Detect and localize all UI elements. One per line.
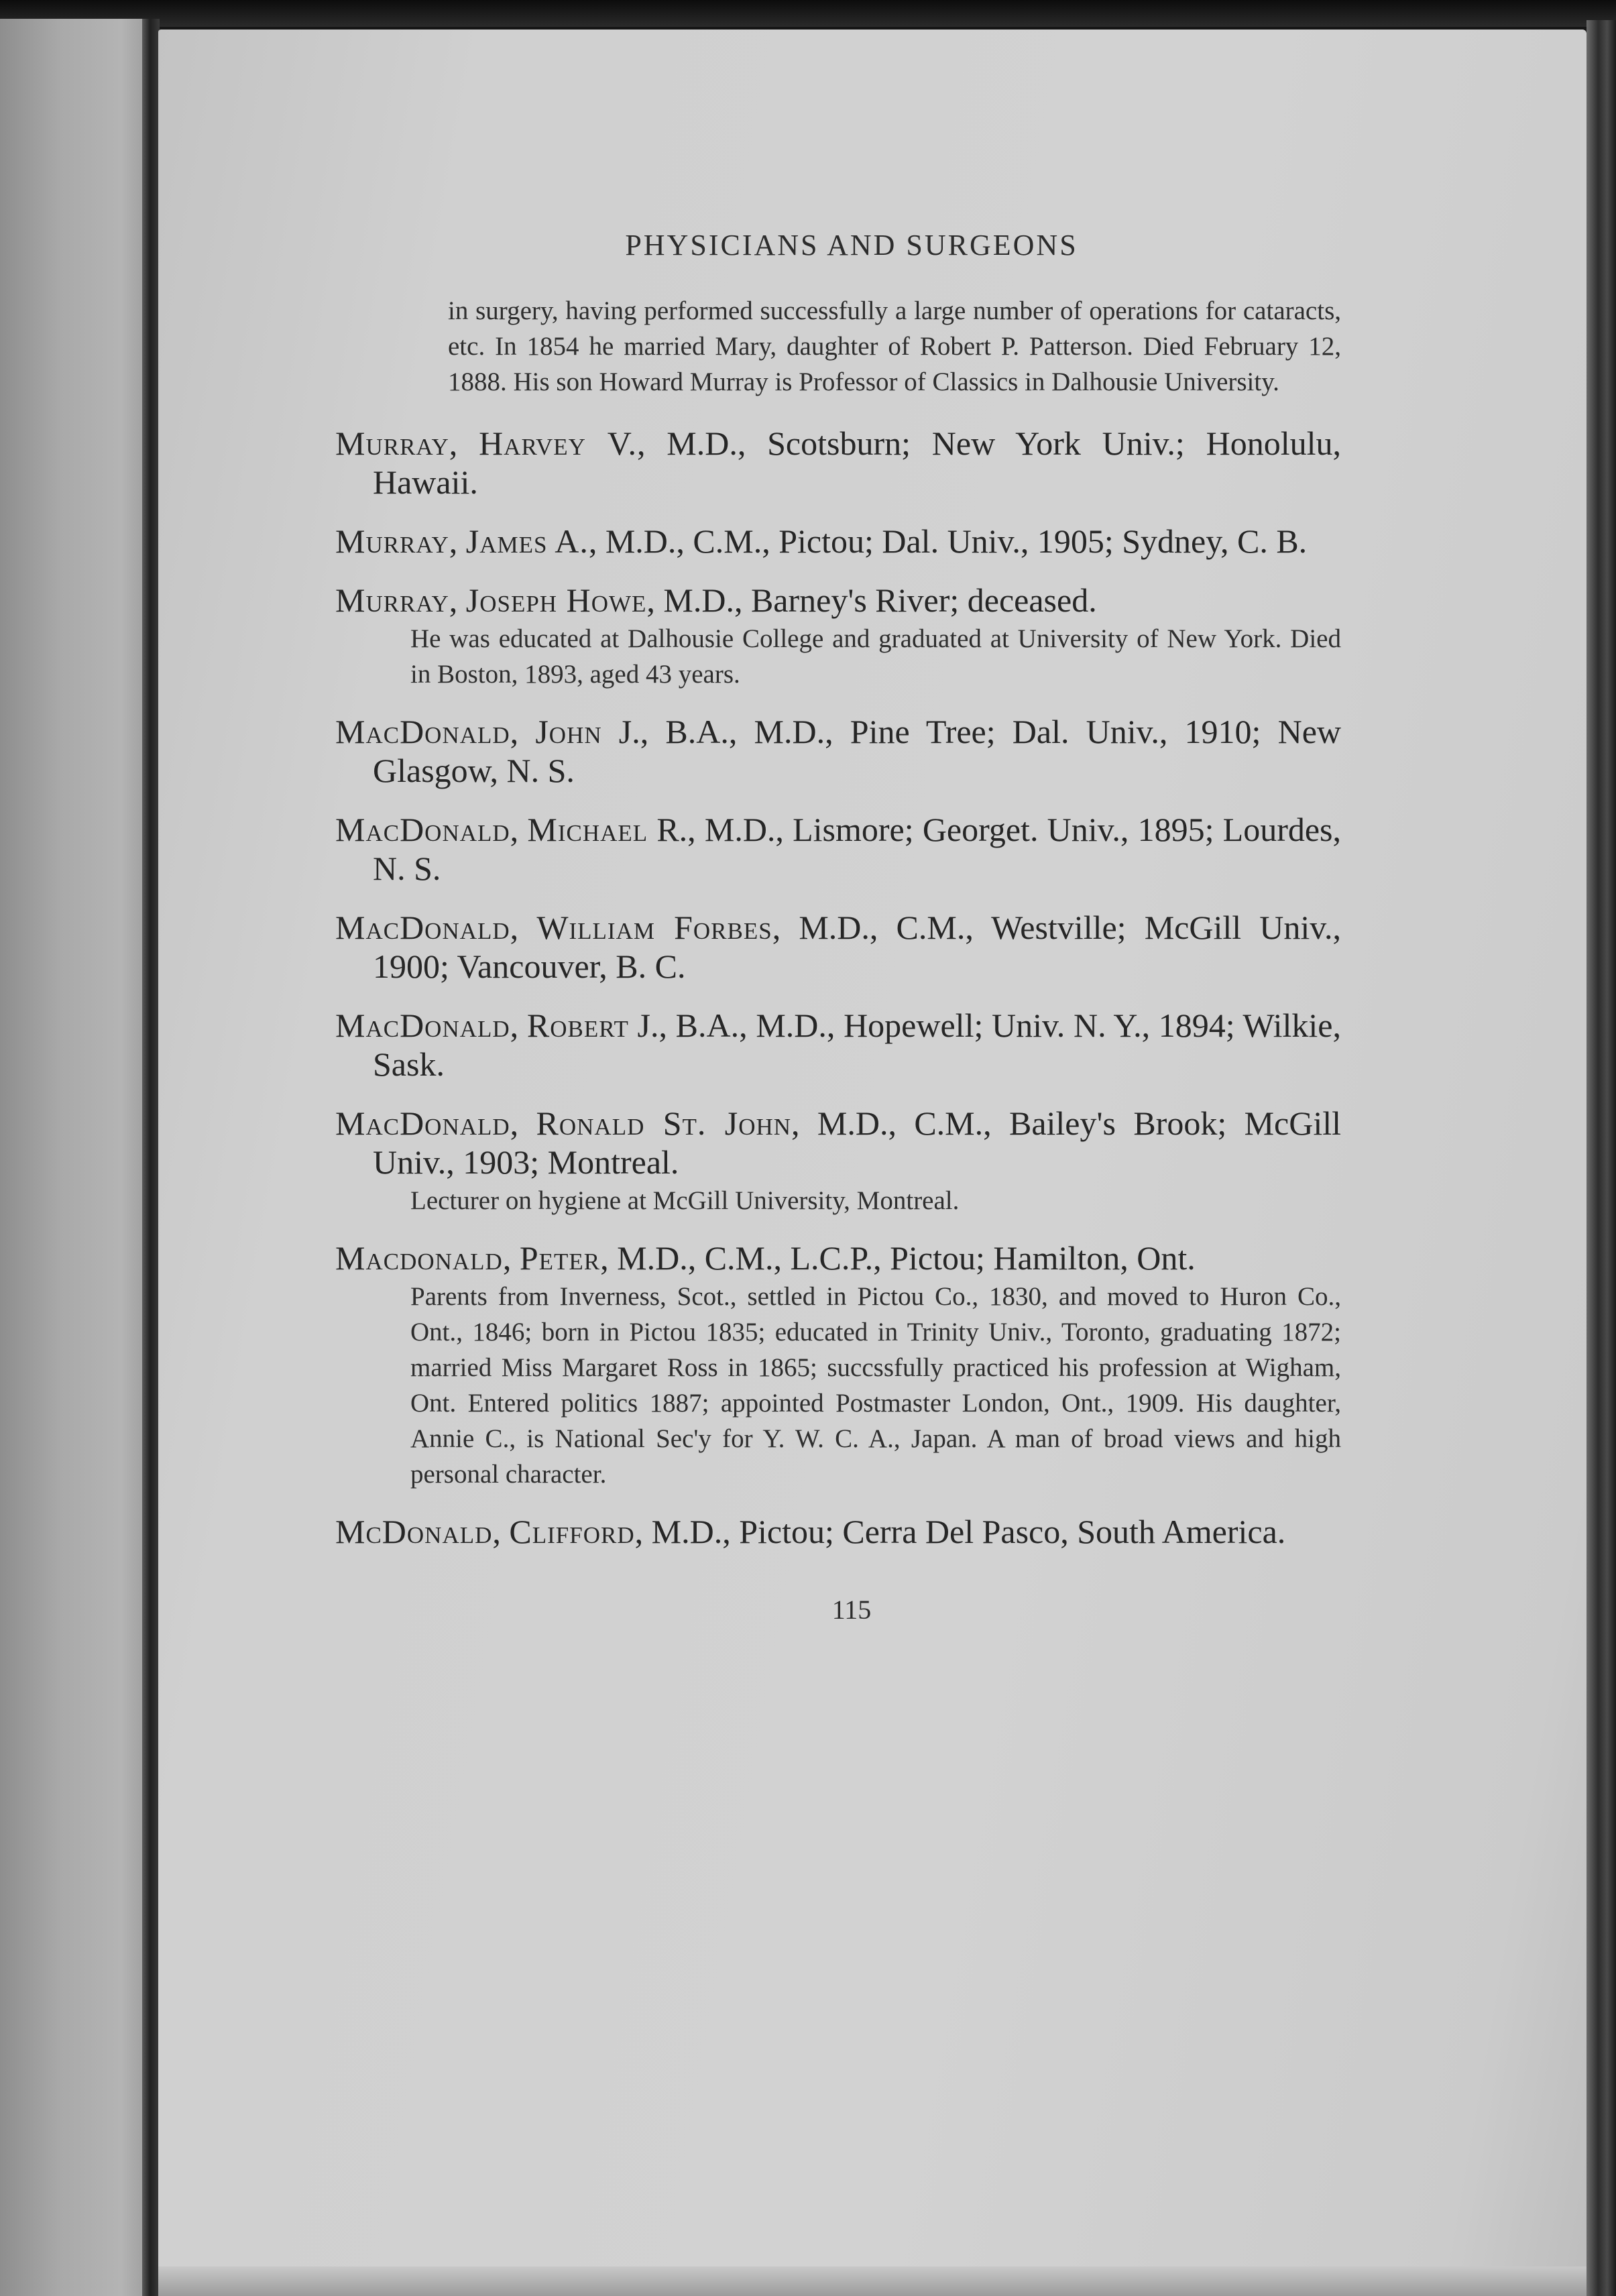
entry-details: R., M.D., Lismore; Georget. Univ., 1895; Lourdes, N. S. (373, 811, 1341, 887)
entry-details: , M.D., C.M., Westville; McGill Univ., 1900; Vancouver, B. C. (373, 909, 1342, 985)
entry-heading: MacDonald, John J., B.A., M.D., Pine Tree; Dal. Univ., 1910; New Glasgow, N. S. (335, 713, 1342, 789)
entry-given-name: William Forbes (536, 909, 772, 946)
entry-given-name: Harvey V. (479, 424, 637, 462)
entry-heading: Macdonald, Peter, M.D., C.M., L.C.P., Pictou; Hamilton, Ont. (335, 1239, 1196, 1277)
continued-note: in surgery, having performed successfully a large number of operations for cataracts, etc. In 1854 he married Mary, daughter of Robert P. Patterson. Died February 12, 1888. His son Howard Murray is Professor of Classics in Dalhousie University. (448, 296, 1341, 396)
entry-heading: Murray, James A., M.D., C.M., Pictou; Dal. Univ., 1905; Sydney, C. B. (335, 522, 1308, 560)
directory-entry (335, 424, 1341, 502)
entry-heading: MacDonald, Robert J., B.A., M.D., Hopewell; Univ. N. Y., 1894; Wilkie, Sask. (335, 1007, 1341, 1083)
entry-details: , M.D., Barney's River; deceased. (646, 581, 1097, 619)
directory-entry (335, 1006, 1341, 1084)
directory-entry (335, 1239, 1341, 1492)
running-head: PHYSICIANS AND SURGEONS (625, 229, 1078, 262)
entry-surname: MacDonald (335, 713, 510, 750)
entry-details: J., B.A., M.D., Pine Tree; Dal. Univ., 1910; New Glasgow, N. S. (373, 713, 1342, 789)
entry-details: J., B.A., M.D., Hopewell; Univ. N. Y., 1894; Wilkie, Sask. (373, 1007, 1341, 1083)
entry-given-name: Joseph Howe (465, 581, 647, 619)
book-gutter (142, 19, 160, 2296)
entry-heading: Murray, Joseph Howe, M.D., Barney's River; deceased. (335, 581, 1097, 619)
directory-entry (335, 810, 1341, 888)
entry-given-name: James A. (465, 522, 589, 560)
page-number: 115 (831, 1595, 872, 1625)
facing-page-edge (0, 19, 152, 2296)
entry-details: , M.D., C.M., Pictou; Dal. Univ., 1905; Sydney, C. B. (588, 522, 1308, 560)
entry-surname: Murray (335, 424, 449, 462)
entry-surname: Macdonald (335, 1239, 503, 1277)
entry-heading: Murray, Harvey V., M.D., Scotsburn; New York Univ.; Honolulu, Hawaii. (335, 424, 1341, 501)
page-fore-edge (1586, 20, 1616, 2296)
directory-entry (335, 908, 1341, 986)
entry-surname: Murray (335, 581, 449, 619)
directory-entry (335, 1104, 1341, 1218)
entry-given-name: Ronald St. John (536, 1104, 792, 1142)
directory-entry (335, 1512, 1341, 1551)
entry-given-name: Robert (526, 1007, 629, 1044)
directory-entry (335, 581, 1341, 692)
directory-entry (335, 712, 1341, 790)
entry-given-name: John (535, 713, 602, 750)
scan-top-edge (0, 0, 1616, 27)
entry-details: , M.D., C.M., Bailey's Brook; McGill Univ., 1903; Montreal. (373, 1104, 1341, 1181)
page-bottom-shadow (158, 2266, 1586, 2296)
entry-surname: MacDonald (335, 909, 510, 946)
page-content (335, 228, 1341, 1625)
entry-note: Parents from Inverness, Scot., settled in Pictou Co., 1830, and moved to Huron Co., Ont., 1846; born in Pictou 1835; educated in Trinity Univ., Toronto, graduating 1872; married Miss Margaret Ross in 1865; succssfully practiced his profession at Wigham, Ont. Entered politics 1887; appointed Postmaster London, Ont., 1909. His daughter, Annie C., is National Sec'y for Y. W. C. A., Japan. A man of broad views and high personal character. (410, 1282, 1341, 1489)
entry-heading: MacDonald, Michael R., M.D., Lismore; Georget. Univ., 1895; Lourdes, N. S. (335, 811, 1341, 887)
entry-surname: McDonald (335, 1513, 493, 1550)
entry-given-name: Michael (527, 811, 648, 848)
entry-details: , M.D., Pictou; Cerra Del Pasco, South America. (634, 1513, 1286, 1550)
entry-surname: MacDonald (335, 1007, 510, 1044)
directory-entry (335, 522, 1341, 561)
entry-heading: McDonald, Clifford, M.D., Pictou; Cerra Del Pasco, South America. (335, 1513, 1286, 1550)
entry-details: , M.D., C.M., L.C.P., Pictou; Hamilton, Ont. (600, 1239, 1196, 1277)
entry-note: Lecturer on hygiene at McGill University, Montreal. (410, 1186, 960, 1215)
entry-surname: Murray (335, 522, 449, 560)
entry-heading: MacDonald, William Forbes, M.D., C.M., Westville; McGill Univ., 1900; Vancouver, B. C. (335, 909, 1342, 985)
entry-heading: MacDonald, Ronald St. John, M.D., C.M., Bailey's Brook; McGill Univ., 1903; Montreal. (335, 1104, 1341, 1181)
entry-surname: MacDonald (335, 811, 510, 848)
entry-surname: MacDonald (335, 1104, 510, 1142)
entry-given-name: Peter (519, 1239, 601, 1277)
entry-given-name: Clifford (509, 1513, 635, 1550)
entry-note: He was educated at Dalhousie College and graduated at University of New York. Died in Boston, 1893, aged 43 years. (410, 624, 1341, 689)
entry-details: , M.D., Scotsburn; New York Univ.; Honolulu, Hawaii. (373, 424, 1341, 501)
